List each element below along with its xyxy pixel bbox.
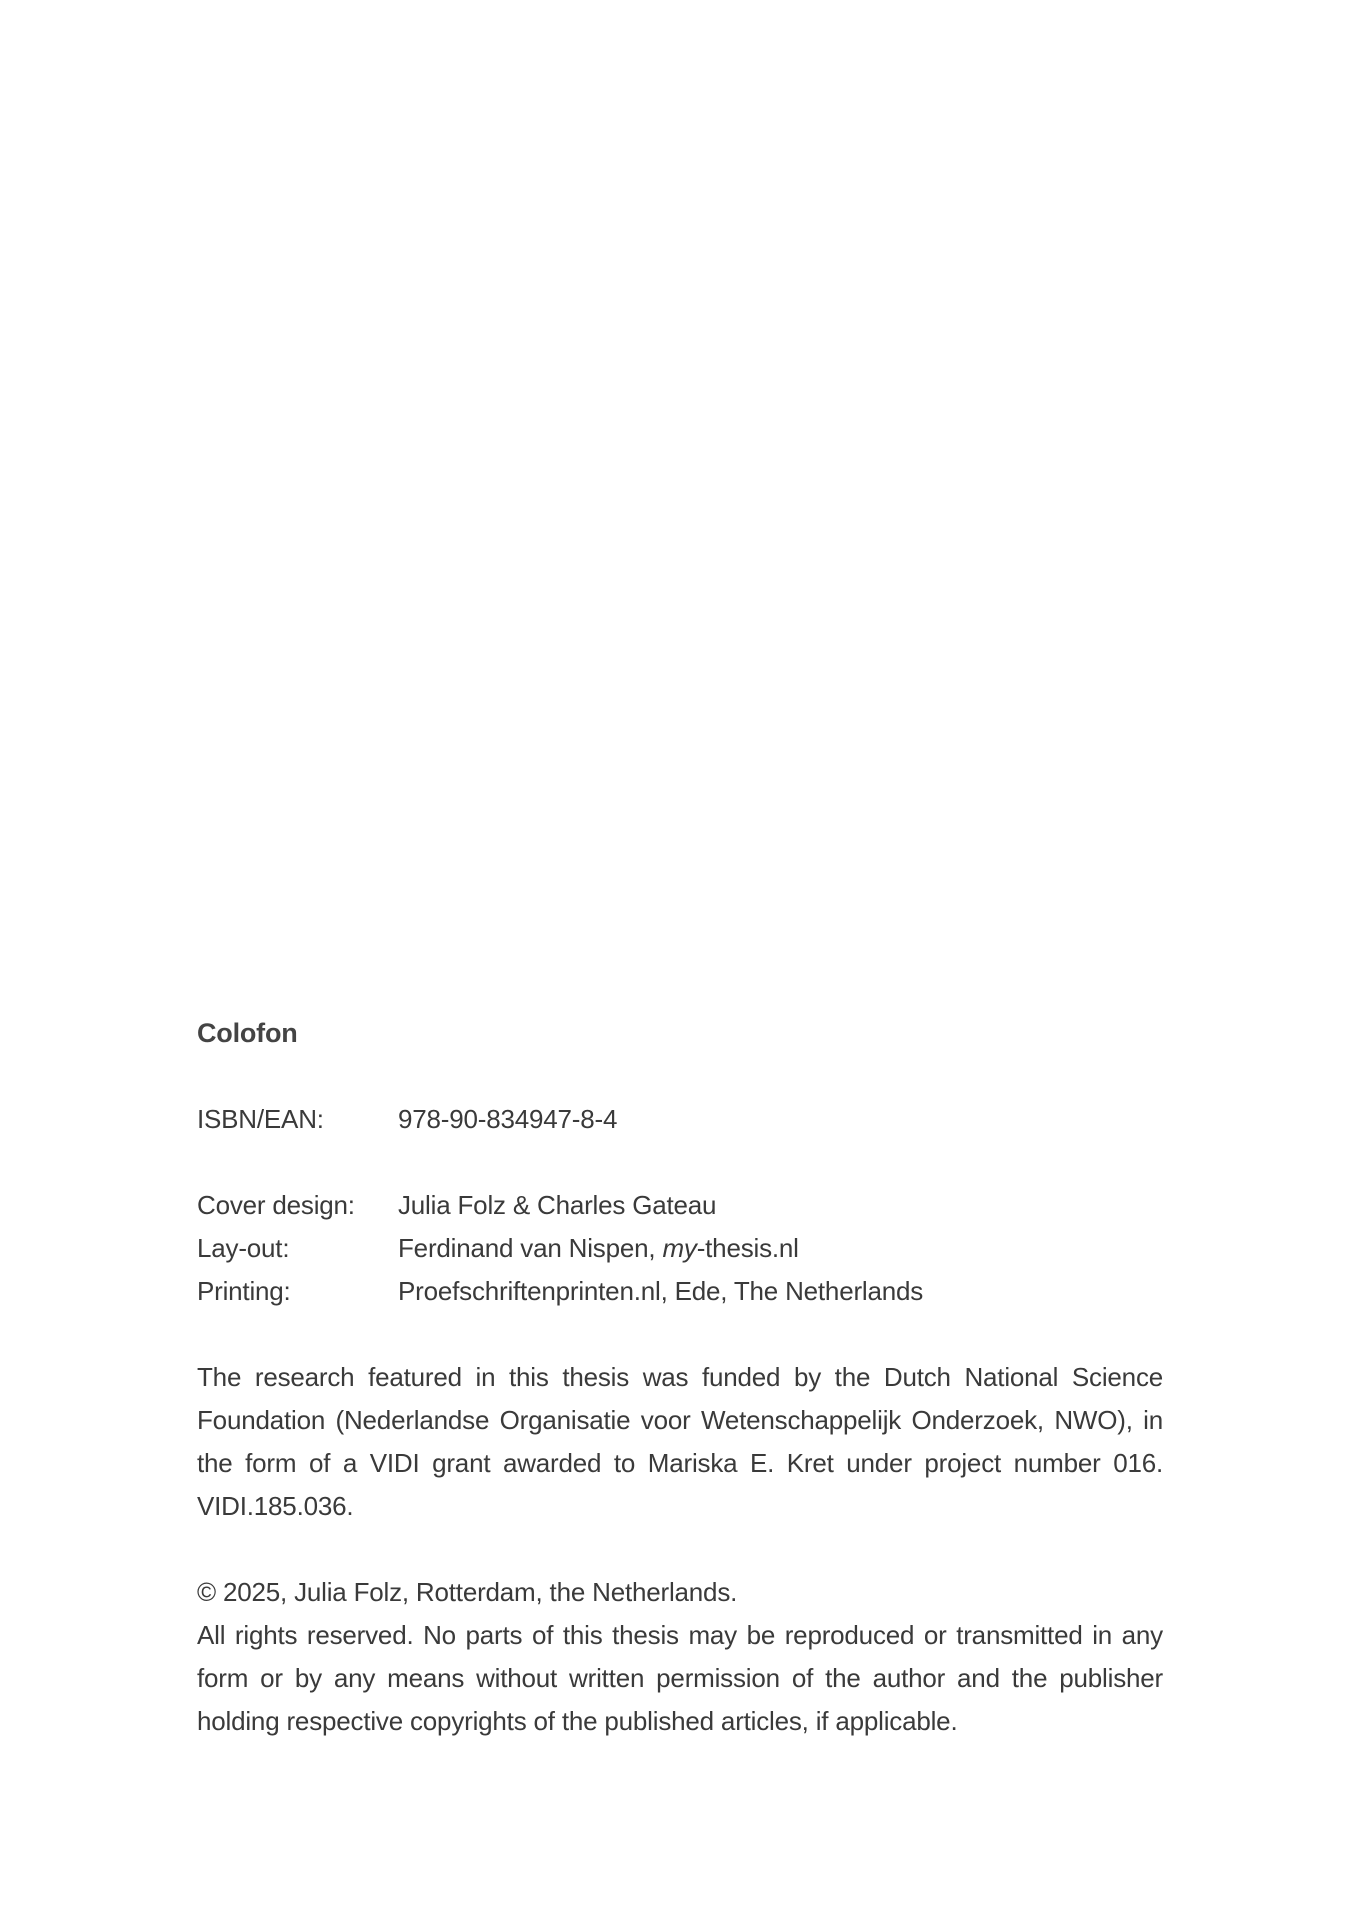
copyright-block xyxy=(197,1571,1163,1743)
credit-value xyxy=(398,1227,799,1270)
credit-label: Lay-out: xyxy=(197,1233,290,1263)
credit-value-text: Ferdinand van Nispen, xyxy=(398,1233,663,1263)
funding-paragraph: The research featured in this thesis was funded by the Dutch National Science Foundation (Nederlandse Organisatie voor Wetenschappelijk Onderzoek, NWO), in the form of a VIDI grant awarded to Mariska E. Kret under project number 016. VIDI.185.036. xyxy=(197,1362,1163,1521)
copyright-line: © 2025, Julia Folz, Rotterdam, the Netherlands. xyxy=(197,1577,738,1607)
credit-value xyxy=(398,1270,923,1313)
credit-label: Printing: xyxy=(197,1276,291,1306)
credit-value-emphasis: my xyxy=(662,1233,697,1263)
isbn-block xyxy=(197,1098,1163,1141)
credit-row-layout xyxy=(197,1227,1163,1270)
credit-value xyxy=(398,1184,716,1227)
isbn-value: 978-90-834947-8-4 xyxy=(398,1104,618,1134)
credits-block xyxy=(197,1184,1163,1313)
isbn-row xyxy=(197,1098,1163,1141)
rights-paragraph: All rights reserved. No parts of this thesis may be reproduced or transmitted in any form or by any means without written permission of the author and the publisher holding respective copyrights of the published articles, if applicable. xyxy=(197,1620,1163,1736)
isbn-label: ISBN/EAN: xyxy=(197,1104,324,1134)
credit-row-printing xyxy=(197,1270,1163,1313)
credit-value-suffix: -thesis.nl xyxy=(696,1233,799,1263)
colofon-heading: Colofon xyxy=(197,1018,298,1048)
credit-value-text: Julia Folz & Charles Gateau xyxy=(398,1190,717,1220)
credit-row-cover-design xyxy=(197,1184,1163,1227)
credit-value-text: Proefschriftenprinten.nl, Ede, The Netherlands xyxy=(398,1276,924,1306)
colofon-section xyxy=(197,1012,1163,1743)
credit-label: Cover design: xyxy=(197,1190,355,1220)
